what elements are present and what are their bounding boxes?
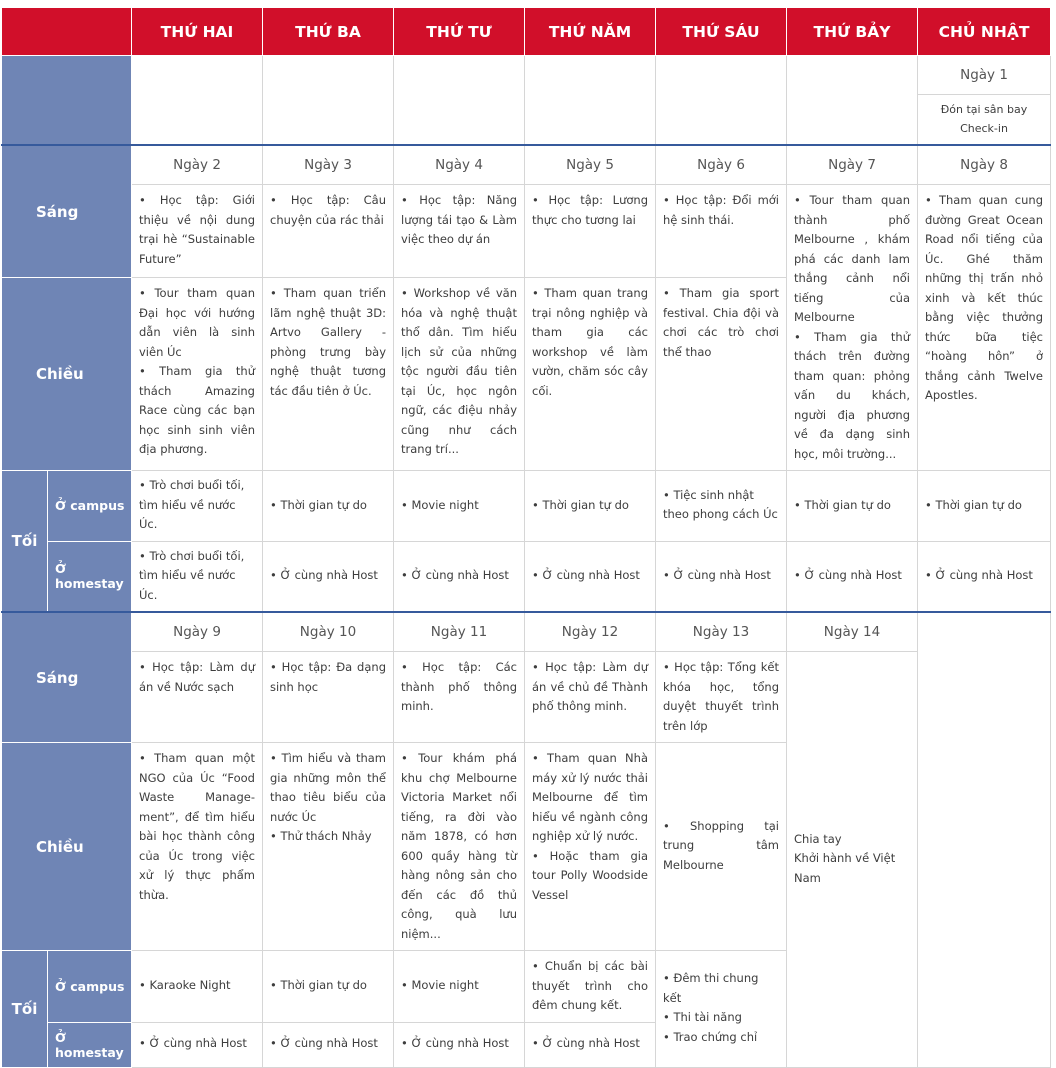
activity-cell: • Học tập: Các thành phố thông minh. — [394, 652, 525, 743]
empty-cell — [787, 56, 918, 146]
week0-side — [2, 56, 132, 146]
text-line: • Thử thách Nhảy — [270, 829, 372, 843]
week1-homestay-row — [2, 541, 1051, 612]
empty-cell — [263, 56, 394, 146]
activity-cell — [132, 278, 263, 471]
homestay-label: Ở homestay — [48, 1022, 132, 1067]
week1-morning-row — [2, 185, 1051, 278]
text-line: • Trao chứng chỉ — [663, 1029, 758, 1044]
activity-cell: • Ở cùng nhà Host — [525, 541, 656, 612]
header-day: CHỦ NHẬT — [918, 8, 1051, 56]
activity-cell: • Workshop về văn hóa và nghệ thuật thổ dân. Tìm hiểu lịch sử của những tộc người đầu tiên tại Úc, học ngôn ngữ, các điệu nhảy cũng như cách trang trí... — [394, 278, 525, 471]
day-title: Ngày 1 — [918, 56, 1051, 95]
campus-label: Ở campus — [48, 471, 132, 542]
activity-cell: • Học tập: Làm dự án về Nước sạch — [132, 652, 263, 743]
campus-label: Ở campus — [48, 951, 132, 1023]
activity-cell: • Thời gian tự do — [263, 471, 394, 542]
day1-cell — [918, 95, 1051, 146]
empty-cell — [656, 56, 787, 146]
week2-title-row — [2, 612, 1051, 652]
activity-cell: • Movie night — [394, 951, 525, 1023]
activity-cell: • Thời gian tự do — [263, 951, 394, 1023]
day-title: Ngày 10 — [263, 612, 394, 652]
header-corner — [2, 8, 132, 56]
activity-cell: • Học tập: Đa dạng sinh học — [263, 652, 394, 743]
activity-cell: • Ở cùng nhà Host — [394, 541, 525, 612]
homestay-label: Ở homestay — [48, 541, 132, 612]
activity-cell: • Tham quan trang trại nông nghiệp và tham gia các workshop về làm vườn, chăm sóc cây cối. — [525, 278, 656, 471]
text-line: Chia tay — [794, 831, 842, 846]
evening-label: Tối — [2, 471, 48, 613]
activity-cell: • Ở cùng nhà Host — [132, 1022, 263, 1067]
evening-label: Tối — [2, 951, 48, 1068]
header-day: THỨ BẢY — [787, 8, 918, 56]
day-title: Ngày 9 — [132, 612, 263, 652]
activity-cell: • Movie night — [394, 471, 525, 542]
activity-cell: • Shopping tại trung tâm Melbourne — [656, 743, 787, 951]
activity-cell: • Tham gia sport festival. Chia đội và chơi các trò chơi thể thao — [656, 278, 787, 471]
text-line: • Đêm thi chung kết — [663, 971, 759, 1005]
text-line: • Tham gia thử thách trên đường tham quan: phỏng vấn du khách, người địa phương về đa dạng sinh học, môi trường... — [794, 329, 910, 461]
activity-cell: • Học tập: Giới thiệu về nội dung trại hè “Sustainable Future” — [132, 185, 263, 278]
activity-cell: • Ở cùng nhà Host — [656, 541, 787, 612]
activity-cell: • Tour khám phá khu chợ Melbourne Victoria Market nổi tiếng, ra đời vào năm 1878, có hơn 600 quầy hàng từ hàng nông sản cho đến các đồ thủ công, quà lưu niệm... — [394, 743, 525, 951]
schedule-table — [1, 7, 1051, 1068]
activity-cell: • Học tập: Lương thực cho tương lai — [525, 185, 656, 278]
text-line: Đón tại sân bay — [940, 103, 1028, 116]
header-day: THỨ NĂM — [525, 8, 656, 56]
morning-label: Sáng — [2, 612, 132, 743]
activity-cell: • Ở cùng nhà Host — [525, 1022, 656, 1067]
activity-cell: • Trò chơi buổi tối, tìm hiểu về nước Úc. — [132, 541, 263, 612]
header-row — [2, 8, 1051, 56]
empty-cell — [918, 612, 1051, 1067]
activity-cell: • Học tập: Tổng kết khóa học, tổng duyệt thuyết trình trên lớp — [656, 652, 787, 743]
activity-cell: • Ở cùng nhà Host — [263, 541, 394, 612]
text-line: • Tour tham quan Đại học với hướng dẫn viên là sinh viên Úc — [139, 286, 255, 359]
activity-cell — [525, 743, 656, 951]
day-title: Ngày 8 — [918, 145, 1051, 185]
activity-cell: • Tham quan cung đường Great Ocean Road nổi tiếng của Úc. Ghé thăm những thị trấn nhỏ xinh và kết thúc bằng việc thưởng thức bữa tiệc “hoàng hôn” ở thắng cảnh Twelve Apostles. — [918, 185, 1051, 471]
day-title: Ngày 6 — [656, 145, 787, 185]
week2-morning-row — [2, 652, 1051, 743]
day-title: Ngày 2 — [132, 145, 263, 185]
text-line: • Tham gia thử thách Amazing Race cùng các bạn học sinh sinh viên địa phương. — [139, 364, 255, 457]
text-line: Khởi hành về Việt Nam — [794, 851, 896, 885]
empty-cell — [525, 56, 656, 146]
empty-cell — [394, 56, 525, 146]
activity-cell: • Tiệc sinh nhật theo phong cách Úc — [656, 471, 787, 542]
week1-title-row — [2, 145, 1051, 185]
text-line: • Tham quan Nhà máy xử lý nước thải Melbourne để tìm hiểu về ngành công nghiệp xử lý nước. — [532, 751, 648, 843]
text-line: • Tour tham quan thành phố Melbourne , khám phá các danh lam thắng cảnh nổi tiếng của Melbourne — [794, 193, 910, 324]
empty-cell — [132, 56, 263, 146]
day-title: Ngày 13 — [656, 612, 787, 652]
day-title: Ngày 12 — [525, 612, 656, 652]
activity-cell: • Học tập: Đổi mới hệ sinh thái. — [656, 185, 787, 278]
header-day: THỨ TƯ — [394, 8, 525, 56]
activity-cell: • Thời gian tự do — [525, 471, 656, 542]
activity-cell: • Ở cùng nhà Host — [394, 1022, 525, 1067]
activity-cell: • Karaoke Night — [132, 951, 263, 1023]
afternoon-label: Chiều — [2, 743, 132, 951]
week1-campus-row — [2, 471, 1051, 542]
activity-cell: • Ở cùng nhà Host — [263, 1022, 394, 1067]
activity-cell: • Tham quan triển lãm nghệ thuật 3D: Artvo Gallery - phòng trưng bày nghệ thuật tương tác đầu tiên ở Úc. — [263, 278, 394, 471]
day-title: Ngày 5 — [525, 145, 656, 185]
day-title: Ngày 7 — [787, 145, 918, 185]
activity-cell: • Ở cùng nhà Host — [918, 541, 1051, 612]
activity-cell: • Ở cùng nhà Host — [787, 541, 918, 612]
text-line: Check-in — [960, 122, 1008, 135]
day-title: Ngày 14 — [787, 612, 918, 652]
day1-text — [925, 100, 1043, 138]
day-title: Ngày 3 — [263, 145, 394, 185]
activity-cell: • Học tập: Câu chuyện của rác thải — [263, 185, 394, 278]
activity-cell: • Học tập: Năng lượng tái tạo & Làm việc theo dự án — [394, 185, 525, 278]
activity-cell: • Tham quan một NGO của Úc “Food Waste Manage-ment”, để tìm hiểu bài học thành công của Úc trong việc xử lý thực phẩm thừa. — [132, 743, 263, 951]
text-line: • Thi tài năng — [663, 1010, 742, 1025]
activity-cell — [656, 951, 787, 1068]
day14-cell — [787, 652, 918, 1068]
activity-cell — [787, 185, 918, 471]
text-line: • Hoặc tham gia tour Polly Woodside Vessel — [532, 848, 648, 902]
afternoon-label: Chiều — [2, 278, 132, 471]
header-day: THỨ SÁU — [656, 8, 787, 56]
activity-cell: • Thời gian tự do — [787, 471, 918, 542]
activity-cell: • Chuẩn bị các bài thuyết trình cho đêm chung kết. — [525, 951, 656, 1023]
activity-cell: • Học tập: Làm dự án về chủ đề Thành phố thông minh. — [525, 652, 656, 743]
morning-label: Sáng — [2, 145, 132, 278]
header-day: THỨ HAI — [132, 8, 263, 56]
day-title: Ngày 11 — [394, 612, 525, 652]
activity-cell: • Thời gian tự do — [918, 471, 1051, 542]
header-day: THỨ BA — [263, 8, 394, 56]
text-line: • Tìm hiểu và tham gia những môn thể thao tiêu biểu của nước Úc — [270, 751, 386, 824]
week0-title-row — [2, 56, 1051, 95]
day-title: Ngày 4 — [394, 145, 525, 185]
activity-cell — [263, 743, 394, 951]
activity-cell: • Trò chơi buổi tối, tìm hiểu về nước Úc. — [132, 471, 263, 542]
